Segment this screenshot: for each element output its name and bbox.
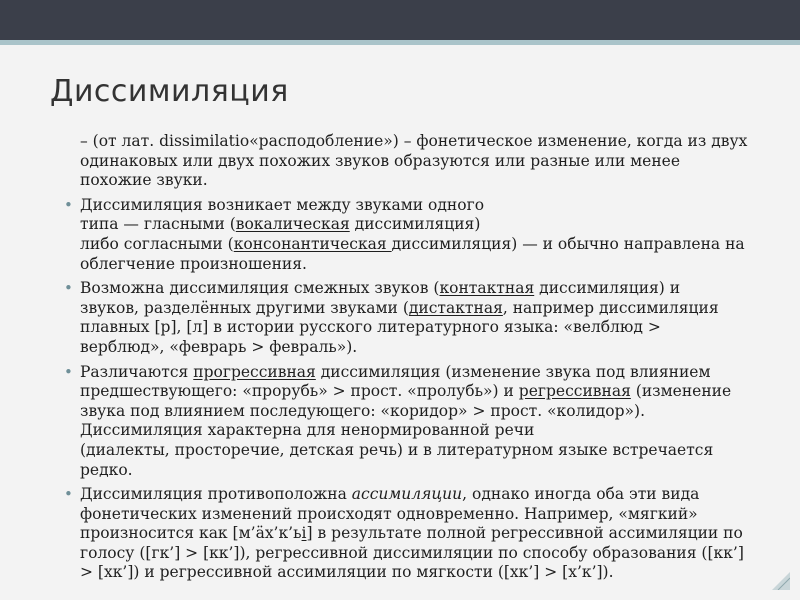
top-band [0,0,800,40]
term-assimilation: ассимиляции [351,485,463,504]
text-line: типа — гласными (вокалическая диссимиляция) [80,215,481,234]
link-consonantal[interactable]: консонантическая [233,234,392,253]
accent-line [0,40,800,45]
text-line: (диалекты, просторечие, детская речь) и в литературном языке встречается [80,440,714,459]
text-line: верблюд», «феврарь > февраль»). [80,337,358,356]
text-line: – (от лат. dissimilatio«расподобление») – фонетическое изменение, когда из двух [80,132,748,150]
slide-content [58,132,770,588]
link-distant[interactable]: дистактная [408,298,503,317]
link-regressive[interactable]: регрессивная [518,382,631,401]
text-line: звука под влиянием последующего: «коридор» > прост. «колидор»). [80,401,646,420]
text-line: предшествующего: «прорубь» > прост. «пролубь») и регрессивная (изменение [80,382,732,401]
text-line: Различаются прогрессивная диссимиляция (изменение звука под влиянием [80,362,711,381]
paragraph-assimilation [58,485,770,583]
paragraph-contact [58,279,770,357]
link-contact[interactable]: контактная [439,279,535,298]
text-line: произносится как [м’äх’к’ьі] в результате полной регрессивной ассимиляции по [80,524,743,543]
page-curl-icon [772,572,790,590]
text-line: Диссимиляция характерна для ненормированной речи [80,421,535,440]
bullet-icon: • [64,279,73,298]
bullet-icon: • [64,195,73,214]
text-line: > [хк’]) и регрессивной ассимиляции по мягкости ([хк’] > [х’к’]). [80,563,614,582]
bullet-icon: • [64,485,73,504]
paragraph-types [58,196,770,274]
text-line: похожие звуки. [80,171,208,190]
underlined-vowel: і [301,524,307,543]
text-line: облегчение произношения. [80,254,307,273]
text-line: одинаковых или двух похожих звуков образуются или разные или менее [80,151,681,170]
text-line: фонетических изменений происходят одновременно. Например, «мягкий» [80,504,698,523]
text-line: плавных [р], [л] в истории русского литературного языка: «велблюд > [80,318,661,337]
link-progressive[interactable]: прогрессивная [193,362,316,381]
bullet-icon: • [64,362,73,381]
slide-title: Диссимиляция [50,74,289,109]
text-line: голосу ([гк’] > [кк’]), регрессивной диссимиляции по способу образования ([кк’] [80,543,744,562]
text-line: Диссимиляция возникает между звуками одного [80,195,485,214]
text-line: редко. [80,460,133,479]
paragraph-definition [58,132,770,191]
text-line: либо согласными (консонантическая диссимиляция) — и обычно направлена на [80,234,745,253]
link-vocalic[interactable]: вокалическая [235,215,350,234]
text-line: звуков, разделённых другими звуками (дистактная, например диссимиляция [80,298,719,317]
paragraph-directions [58,363,770,481]
text-line: Возможна диссимиляция смежных звуков (контактная диссимиляция) и [80,279,681,298]
text-line: Диссимиляция противоположна ассимиляции, однако иногда оба эти вида [80,485,700,504]
